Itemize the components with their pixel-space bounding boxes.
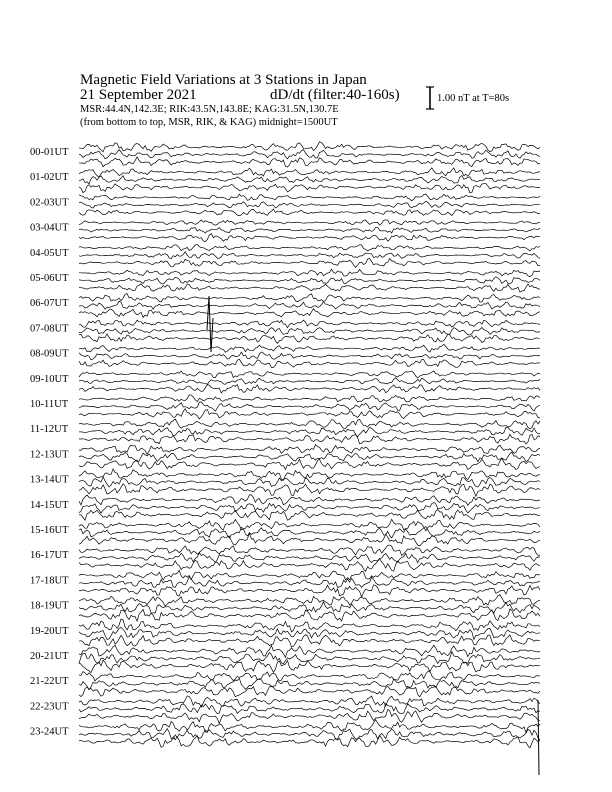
trace-kag [79,395,540,402]
chart-date: 21 September 2021 [80,87,197,103]
scale-label: 1.00 nT at T=80s [437,93,510,104]
trace-rik [79,452,540,462]
trace-rik [79,378,540,385]
trace-kag [79,619,540,632]
row-label: 10-11UT [30,399,69,410]
scale-bar [426,87,434,109]
trace-msr [79,533,540,546]
trace-msr [79,157,540,167]
filter-label: (filter:40-160s) [307,87,400,103]
row-label: 21-22UT [30,676,69,688]
row-label: 15-16UT [30,525,69,536]
trace-msr [79,635,540,647]
row-label: 07-08UT [30,323,69,335]
row-label: 19-20UT [30,625,69,637]
row-label: 01-02UT [30,172,69,184]
row-label: 20-21UT [30,651,69,662]
traces [79,142,540,775]
trace-kag [79,220,540,225]
trace-kag [79,519,540,531]
row-label: 18-19UT [30,600,69,612]
row-labels [30,147,69,738]
trace-kag [79,671,540,682]
trace-kag [79,168,540,177]
trace-rik [79,527,540,539]
row-label: 17-18UT [30,575,69,587]
trace-rik [79,427,540,437]
trace-kag [79,142,540,152]
trace-msr [79,309,540,318]
trace-kag [79,645,540,657]
trace-rik [79,627,540,639]
trace-msr [79,434,540,444]
trace-msr [79,458,540,469]
trace-rik [79,301,540,309]
trace-rik [79,227,540,233]
trace-kag [79,344,540,352]
trace-kag [79,696,540,707]
quantity-label: dD/dt [270,87,305,103]
trace-msr [79,660,540,673]
trace-msr [79,284,540,292]
trace-rik [79,402,540,411]
row-label: 22-23UT [30,701,69,713]
row-label: 04-05UT [30,247,69,259]
order-line: (from bottom to top, MSR, RIK, & KAG) midnight=1500UT [80,117,338,128]
trace-msr [79,409,540,419]
trace-kag [79,371,540,378]
stations-line: MSR:44.4N,142.3E; RIK:43.5N,143.8E; KAG:31.5N,130.7E [80,104,339,115]
trace-kag [79,244,540,251]
row-label: 08-09UT [30,348,69,360]
trace-rik [79,729,540,740]
trace-rik [79,252,540,259]
trace-msr [79,209,540,216]
trace-kag [79,419,540,429]
trace-rik [79,502,540,513]
row-label: 14-15UT [30,499,69,511]
trace-kag [79,720,540,733]
trace-msr [79,710,540,724]
trace-kag [79,269,540,276]
trace-rik [79,577,540,588]
trace-rik [79,328,540,335]
trace-kag [79,495,540,506]
row-label: 09-10UT [30,373,69,385]
row-label: 11-12UT [30,424,69,436]
trace-kag [79,320,540,328]
row-label: 06-07UT [30,298,69,310]
spike-event [207,296,213,352]
trace-rik [79,704,540,714]
row-label: 05-06UT [30,273,69,284]
trace-rik [79,553,540,563]
row-label: 16-17UT [30,550,69,562]
row-label: 12-13UT [30,449,69,461]
trace-msr [79,258,540,267]
trace-kag [79,469,540,481]
trace-msr [79,385,540,394]
trace-rik [79,352,540,360]
row-label: 03-04UT [30,222,69,234]
trace-msr [79,234,540,242]
trace-msr [79,609,540,621]
trace-msr [79,735,540,748]
trace-kag [79,570,540,580]
trace-rik [79,477,540,487]
trace-msr [79,585,540,597]
trace-msr [79,334,540,343]
trace-rik [79,150,540,159]
trace-msr [79,359,540,367]
trace-kag [79,595,540,607]
trace-rik [79,678,540,689]
trace-rik [79,176,540,184]
trace-msr [79,184,540,193]
trace-msr [79,510,540,521]
trace-rik [79,201,540,208]
row-label: 23-24UT [30,726,69,738]
trace-msr [79,559,540,572]
trace-kag [79,545,540,555]
trace-rik [79,277,540,284]
trace-msr [79,484,540,497]
row-label: 02-03UT [30,197,69,209]
row-label: 13-14UT [30,474,69,486]
chart-title: Magnetic Field Variations at 3 Stations in Japan [80,72,367,88]
row-label: 00-01UT [30,147,69,158]
trace-kag [79,194,540,201]
trace-msr [79,686,540,697]
trace-kag [79,294,540,302]
trace-kag [79,445,540,455]
